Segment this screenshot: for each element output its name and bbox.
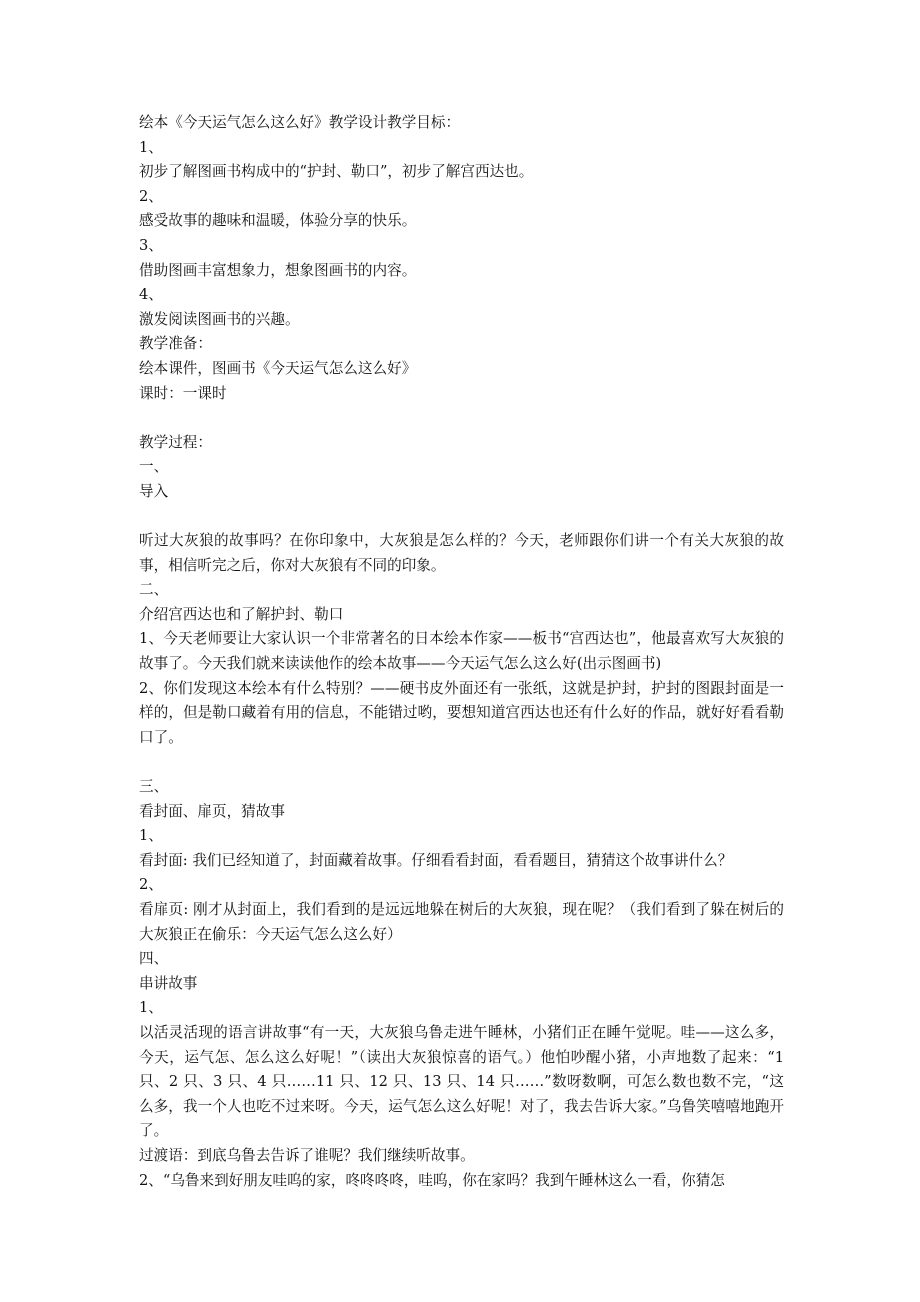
goal-text-3: 借助图画丰富想象力，想象图画书的内容。 [139,261,417,279]
prep-text: 绘本课件，图画书《今天运气怎么这么好》 [139,359,417,377]
section1-title: 导入 [139,482,169,500]
blank-line [139,750,784,775]
section3-item2-number: 2、 [139,876,163,894]
section3-item1-text: 看封面: 我们已经知道了，封面藏着故事。仔细看看封面，看看题目，猜猜这个故事讲什么？ [139,851,733,869]
section3-item1-number: 1、 [139,827,163,845]
goal-number-4: 4、 [139,286,163,304]
section4-item2-text: 2、“乌鲁来到好朋友哇呜的家，咚咚咚咚，哇呜，你在家吗？我到午睡林这么一看，你猜怎 [139,1171,725,1189]
section4-transition: 过渡语：到底乌鲁去告诉了谁呢？我们继续听故事。 [139,1146,475,1164]
goal-number-1: 1、 [139,138,163,156]
blank-line [139,406,784,431]
section2-title: 介绍宫西达也和了解护封、勒口 [139,605,344,623]
section2-paragraph-1: 1、今天老师要让大家认识一个非常著名的日本绘本作家——板书“宫西达也”，他最喜欢写大灰狼的故事了。今天我们就来读读他作的绘本故事——今天运气怎么这么好(出示图画书) [139,630,784,673]
section4-item1-text: 以活灵活现的语言讲故事“有一天，大灰狼乌鲁走进午睡林，小猪们正在睡午觉呢。哇——这么多，今天，运气怎、怎么这么好呢！”（读出大灰狼惊喜的语气。）他怕吵醒小猪，小声地数了起来：“1 只、2 只、3 只、4 只……11 只、12 只、13 只、14 只……”数呀数啊，可怎么数也数不完，“这么多，我一个人也吃不过来呀。今天，运气怎么这么好呢！对了，我去告诉大家。”乌鲁笑嘻嘻地跑开了。 [139,1023,784,1140]
section4-title: 串讲故事 [139,974,198,992]
section3-number: 三、 [139,778,169,796]
section1-paragraph: 听过大灰狼的故事吗？在你印象中，大灰狼是怎么样的？今天，老师跟你们讲一个有关大灰狼的故事，相信听完之后，你对大灰狼有不同的印象。 [139,532,784,574]
goal-number-2: 2、 [139,187,163,205]
period-text: 课时：一课时 [139,384,227,402]
section2-paragraph-2: 2、你们发现这本绘本有什么特别？——硬书皮外面还有一张纸，这就是护封，护封的图跟封面是一样的，但是勒口藏着有用的信息，不能错过哟，要想知道宫西达也还有什么好的作品，就好好看看勒口了。 [139,679,784,746]
goal-text-2: 感受故事的趣味和温暖，体验分享的快乐。 [139,212,417,230]
document-body [139,111,784,1193]
section4-number: 四、 [139,950,169,968]
prep-label: 教学准备： [139,335,212,353]
section1-number: 一、 [139,458,169,476]
section4-item1-number: 1、 [139,999,163,1017]
blank-line [139,505,784,530]
goal-number-3: 3、 [139,236,163,254]
section2-number: 二、 [139,581,169,599]
goal-text-4: 激发阅读图画书的兴趣。 [139,310,300,328]
section3-title: 看封面、扉页，猜故事 [139,802,285,820]
section3-item2-text: 看扉页: 刚才从封面上，我们看到的是远远地躲在树后的大灰狼，现在呢？（我们看到了躲在树后的大灰狼正在偷乐：今天运气怎么这么好） [139,901,784,943]
document-title: 绘本《今天运气怎么这么好》教学设计教学目标： [139,114,461,131]
goal-text-1: 初步了解图画书构成中的“护封、勒口”，初步了解宫西达也。 [139,163,534,181]
process-label: 教学过程： [139,433,212,451]
